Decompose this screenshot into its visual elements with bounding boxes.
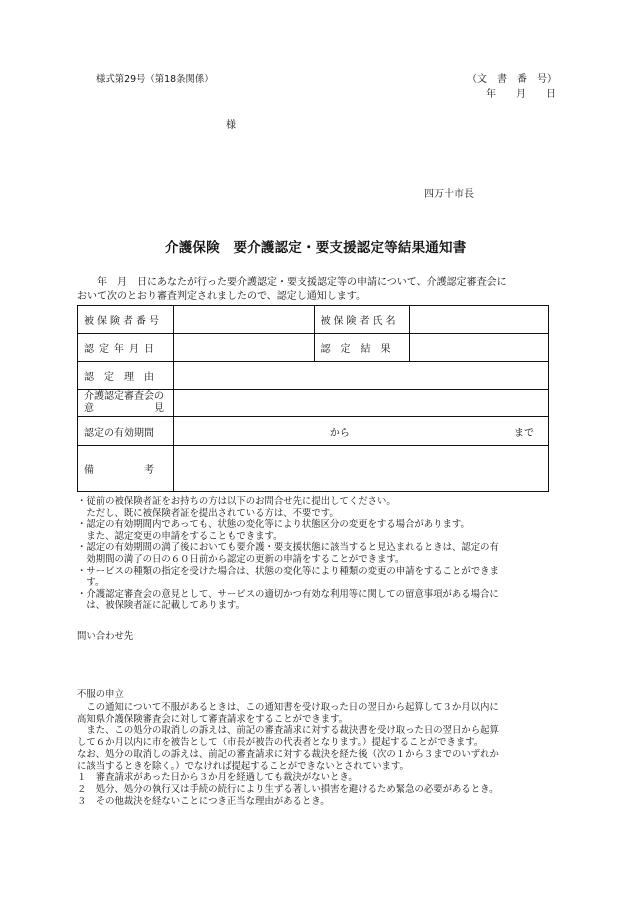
cert-reason-field[interactable] — [173, 362, 548, 390]
form-number: 様式第29号（第18条関係） — [96, 74, 214, 85]
cert-date-field[interactable] — [173, 334, 314, 362]
cert-result-label — [314, 334, 410, 362]
note-line: ・サービスの種類の指定を受けた場合は、状態の変化等により種類の変更の申請をすることができま — [77, 565, 499, 577]
addressee-suffix: 様 — [226, 120, 236, 131]
valid-period-label — [78, 417, 174, 446]
note-line: 効期間の満了の日の６０日前から認定の更新の申請をすることができます。 — [77, 553, 405, 565]
insured-number-label-text: 被保険者番号 — [84, 316, 162, 327]
document-number: （文 書 番 号） — [467, 74, 557, 85]
cert-result-field[interactable] — [410, 334, 549, 362]
issuer-name: 四万十市長 — [424, 189, 474, 200]
valid-period-label-text: 認定の有効期間 — [84, 427, 154, 439]
table-row — [78, 306, 549, 334]
table-row — [78, 446, 549, 492]
note-line: ・認定の有効期間内であっても、状態の変化等により状態区分の変更をする場合があります。 — [77, 519, 470, 531]
remarks-label — [78, 446, 174, 492]
valid-to-text: まで — [514, 427, 534, 439]
committee-opinion-label — [78, 390, 174, 417]
appeal-body — [77, 702, 499, 807]
appeal-line: この通知について不服があるときは、この通知書を受け取った日の翌日から起算して３か月以内に — [77, 702, 499, 713]
insured-name-label — [314, 306, 410, 334]
committee-opinion-field[interactable] — [173, 390, 548, 417]
note-line: す。 — [77, 577, 105, 589]
note-line: また、認定変更の申請をすることもできます。 — [77, 530, 283, 542]
cert-result-label-text: 認 定 結 果 — [320, 344, 391, 355]
note-line: は、被保険者証に記載してあります。 — [77, 600, 246, 612]
appeal-line: して６か月以内に市を被告として（市長が被告の代表者となります。）提起することができます。 — [77, 737, 484, 749]
appeal-line: に該当するときを除く。）でなければ提起することができないとされています。 — [77, 760, 409, 772]
insured-name-field[interactable] — [410, 306, 549, 334]
table-row — [78, 417, 549, 446]
note-line: ・認定の有効期間の満了後においても要介護・要支援状態に該当すると見込まれるときは、認定の有 — [77, 542, 499, 554]
inquiry-label: 問い合わせ先 — [77, 631, 134, 642]
document-title: 介護保険 要介護認定・要支援認定等結果通知書 — [165, 240, 467, 256]
valid-from-text: から — [329, 427, 350, 439]
appeal-line: 高知県介護保険審査会に対して審査請求をすることができます。 — [77, 713, 349, 725]
intro-line-2: おいて次のとおり審査判定されましたので、認定し通知します。 — [77, 291, 366, 302]
cert-date-label — [78, 334, 174, 362]
cert-reason-label-text: 認 定 理 由 — [84, 372, 154, 383]
table-row — [78, 334, 549, 362]
appeal-line: １ 審査請求があった日から３か月を経過しても裁決がないとき。 — [77, 772, 358, 784]
appeal-line: ３ その他裁決を経ないことにつき正当な理由があるとき。 — [77, 795, 330, 807]
intro-line-1: 年 月 日にあなたが行った要介護認定・要支援認定等の申請について、介護認定審査会に — [77, 277, 507, 288]
insured-number-field[interactable] — [173, 306, 314, 334]
issue-date: 年 月 日 — [486, 89, 556, 100]
notes-list — [77, 496, 499, 612]
cert-reason-label — [78, 362, 174, 390]
cert-date-label-text: 認定年月日 — [84, 344, 159, 355]
note-line: ただし、既に被保険者証を提出されている方は、不要です。 — [77, 507, 339, 519]
table-row — [78, 390, 549, 417]
committee-opinion-label-line-2: 意 見 — [84, 403, 164, 414]
table-row — [78, 362, 549, 390]
insured-number-label — [78, 306, 174, 334]
appeal-heading: 不服の申立 — [77, 689, 124, 700]
valid-period-field[interactable] — [173, 417, 548, 446]
appeal-line: ２ 処分、処分の執行又は手続の続行により生ずる著しい損害を避けるため緊急の必要があるとき。 — [77, 783, 499, 795]
appeal-line: また、この処分の取消しの訴えは、前記の審査請求に対する裁決書を受け取った日の翌日から起算 — [77, 725, 499, 737]
note-line: ・介護認定審査会の意見として、サービスの適切かつ有効な利用等に関しての留意事項がある場合に — [77, 588, 499, 600]
appeal-line: なお、処分の取消しの訴えは、前記の審査請求に対する裁決を経た後（次の１から３までのいずれか — [77, 748, 499, 760]
remarks-field[interactable] — [173, 446, 548, 492]
certification-table — [77, 305, 549, 492]
committee-opinion-label-line-1: 介護認定審査会の — [84, 391, 164, 402]
note-line: ・従前の被保険者証をお持ちの方は以下のお問合せ先に提出してください。 — [77, 496, 396, 507]
insured-name-label-text: 被保険者氏名 — [320, 316, 399, 327]
remarks-label-text: 備 考 — [84, 465, 154, 476]
